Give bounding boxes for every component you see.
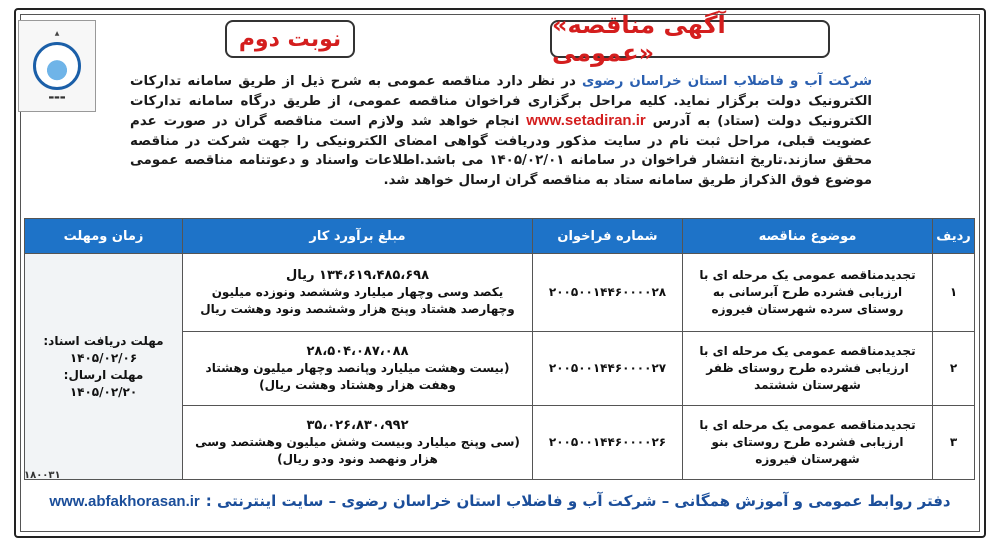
row-number: ۱ xyxy=(933,254,975,332)
receive-deadline-date: ۱۴۰۵/۰۲/۰۶ xyxy=(69,350,138,365)
tender-subject: تجدیدمناقصه عمومی یک مرحله ای با ارزیابی فشرده طرح روستای ظفر شهرستان ششتمد xyxy=(683,332,933,406)
row-number: ۳ xyxy=(933,406,975,480)
intro-text-2: انجام خواهد شد ولازم است مناقصه گران در صورت عدم عضویت قبلی، مراحل ثبت نام در سایت مذکور ودریافت گواهی امضای الکترونیکی را جهت شرکت در مناقصه محقق سازند.تاریخ انتشار فراخوان در سامانه ۱۴۰۵/۰۲/۰۱ می باشد.اطلاعات واسناد و دعوتنامه مناقصه عمومی موضوع فوق الذکراز طریق سامانه ستاد به مناقصه گران ارسال خواهد شد. xyxy=(130,114,872,188)
header-number: شماره فراخوان xyxy=(533,219,683,254)
tender-number: ۲۰۰۵۰۰۱۴۴۶۰۰۰۰۲۸ xyxy=(533,254,683,332)
footer xyxy=(20,483,980,519)
amount-number: ۳۵،۰۲۶،۸۳۰،۹۹۲ xyxy=(306,418,409,433)
table-row xyxy=(25,254,975,332)
round-badge: نوبت دوم xyxy=(225,20,355,58)
logo-emblem-text: ▲ xyxy=(54,30,60,37)
tender-subject: تجدیدمناقصه عمومی یک مرحله ای با ارزیابی فشرده طرح آبرسانی به روستای سرده شهرستان فیروزه xyxy=(683,254,933,332)
intro-paragraph xyxy=(130,72,872,190)
receive-deadline-label: مهلت دریافت اسناد: xyxy=(43,333,164,348)
logo-caption: ▬▬▬ xyxy=(48,94,66,101)
amount-words: یکصد وسی وچهار میلیارد وششصد ونوزده میلیون وچهارصد هشتاد وپنج هزار وششصد ونود وهشت ریال xyxy=(200,285,515,316)
notice-title: «آگهی مناقصه عمومی» xyxy=(550,20,830,58)
company-name: شرکت آب و فاضلاب استان خراسان رضوی xyxy=(581,74,872,89)
amount-number: ۲۸،۵۰۴،۰۸۷،۰۸۸ xyxy=(306,344,409,359)
send-deadline-date: ۱۴۰۵/۰۲/۲۰ xyxy=(69,384,138,399)
tender-number: ۲۰۰۵۰۰۱۴۴۶۰۰۰۰۲۷ xyxy=(533,332,683,406)
reference-code: ۱۸۰۰۳۱ xyxy=(24,470,61,481)
setadiran-link[interactable]: www.setadiran.ir xyxy=(526,112,646,129)
header-deadline: زمان ومهلت xyxy=(25,219,183,254)
footer-text: دفتر روابط عمومی و آموزش همگانی – شرکت آب و فاضلاب استان خراسان رضوی – سایت اینترنتی : xyxy=(205,492,951,510)
amount-words: (سی وپنج میلیارد وبیست وشش میلیون وهشتصد وسی هزار ونهصد ونود ودو ریال) xyxy=(195,435,520,466)
header-subject: موضوع مناقصه xyxy=(683,219,933,254)
deadline-cell xyxy=(25,254,183,480)
tender-subject: تجدیدمناقصه عمومی یک مرحله ای با ارزیابی فشرده طرح روستای بنو شهرستان فیروزه xyxy=(683,406,933,480)
water-drop-icon xyxy=(33,42,81,90)
amount-words: (بیست وهشت میلیارد وپانصد وچهار میلیون وهشتاد وهفت هزار وهشتاد وهشت ریال) xyxy=(205,361,510,392)
tender-amount xyxy=(183,254,533,332)
header-row-number: ردیف xyxy=(933,219,975,254)
send-deadline-label: مهلت ارسال: xyxy=(63,367,144,382)
tender-table xyxy=(24,218,975,480)
company-logo xyxy=(18,20,96,112)
footer-website-link[interactable]: www.abfakhorasan.ir xyxy=(49,492,200,510)
intro-text-1: در نظر دارد مناقصه عمومی به شرح ذیل از طریق سامانه تدارکات الکترونیک دولت برگزار نماید. کلیه مراحل برگزاری فراخوان مناقصه عمومی، از طریق درگاه سامانه تدارکات الکترونیک دولت (ستاد) به آدرس xyxy=(130,74,872,129)
tender-number: ۲۰۰۵۰۰۱۴۴۶۰۰۰۰۲۶ xyxy=(533,406,683,480)
amount-number: ۱۳۴،۶۱۹،۴۸۵،۶۹۸ ریال xyxy=(285,268,430,283)
tender-amount xyxy=(183,406,533,480)
header-amount: مبلغ برآورد کار xyxy=(183,219,533,254)
row-number: ۲ xyxy=(933,332,975,406)
table-header-row xyxy=(25,219,975,254)
tender-amount xyxy=(183,332,533,406)
